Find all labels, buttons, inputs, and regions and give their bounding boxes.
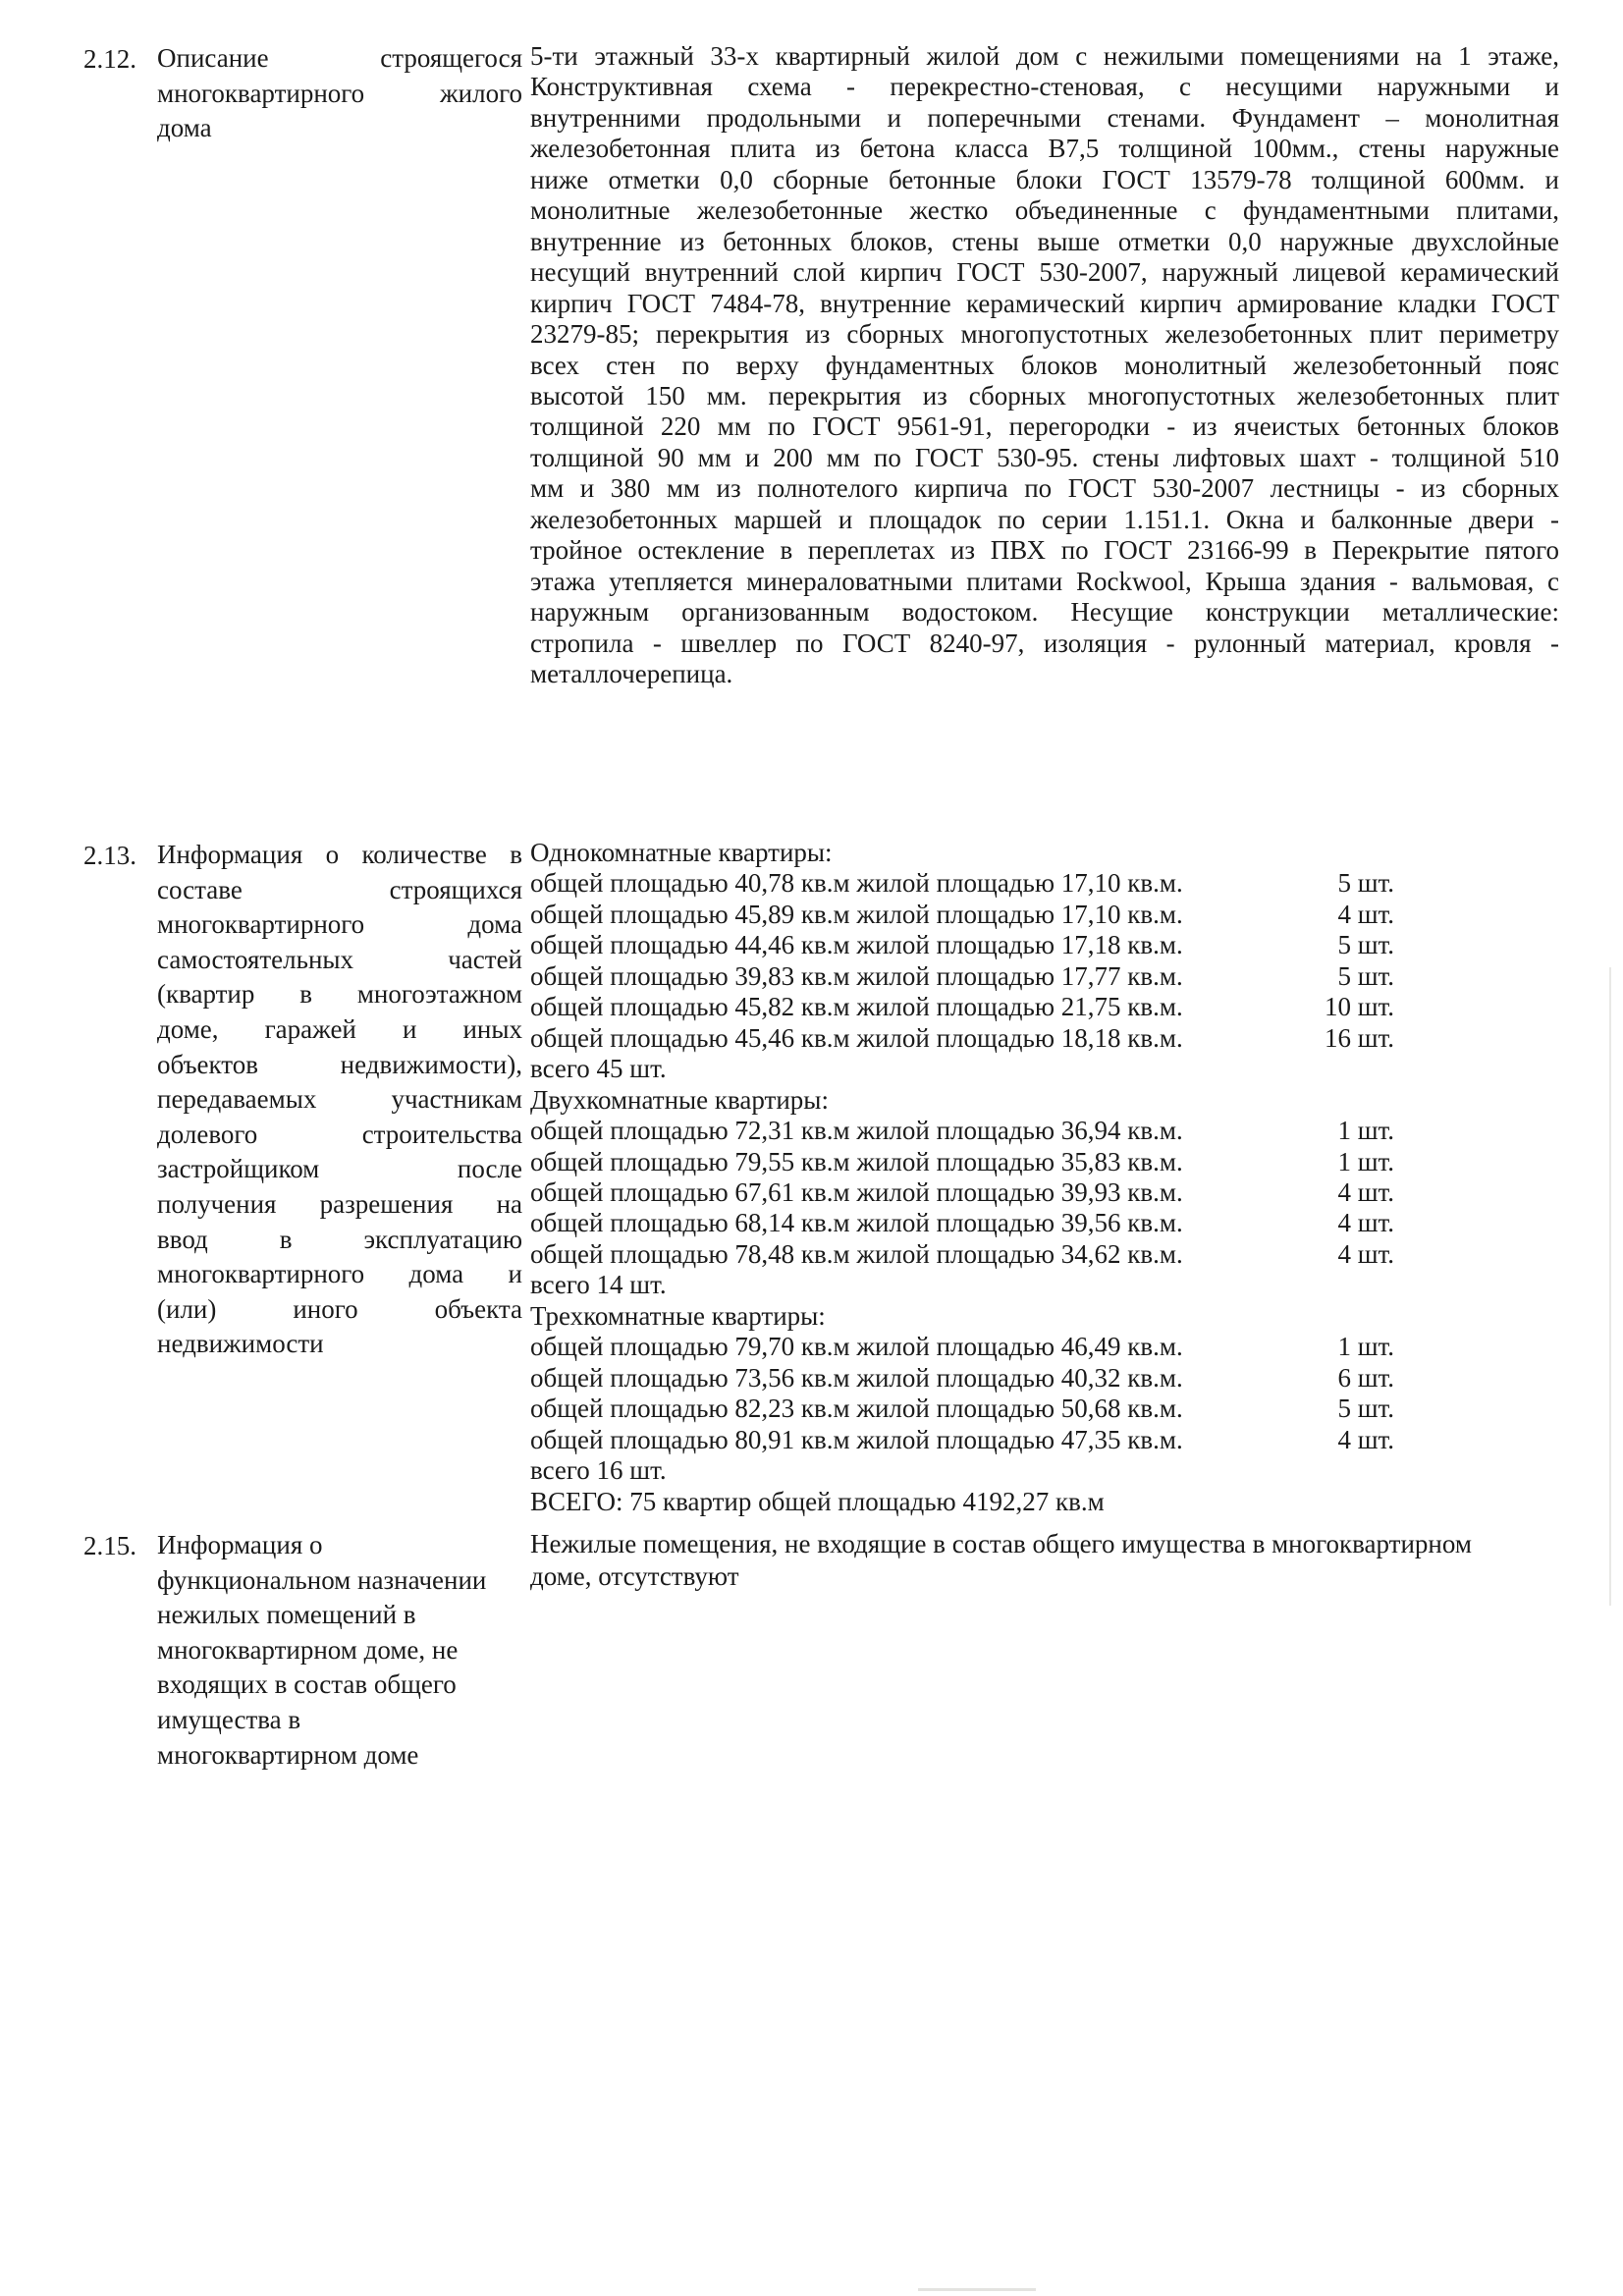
text-line: нежилых помещений в [157, 1600, 416, 1630]
apartment-count: 4 шт. [1337, 899, 1394, 929]
apartment-areas: общей площадью 67,61 кв.м жилой площадью 39,93 кв.м. [530, 1176, 1183, 1207]
text-line: внутренними продольными и поперечными стенами. Фундамент – монолитная [530, 102, 1559, 133]
text-line: всех стен по верху фундаментных блоков монолитный железобетонный пояс [530, 350, 1559, 380]
apartment-count: 10 шт. [1324, 992, 1394, 1022]
text-line: многоквартирном доме, не [157, 1634, 459, 1665]
text-line: передаваемых участникам [157, 1084, 522, 1115]
apartment-areas: общей площадью 78,48 кв.м жилой площадью 34,62 кв.м. [530, 1238, 1183, 1269]
apartment-row [530, 868, 1559, 899]
text-line: Нежилые помещения, не входящие в состав общего имущества в многоквартирном [530, 1529, 1472, 1558]
apartment-row [530, 1023, 1559, 1054]
group-title-three-room: Трехкомнатные квартиры: [530, 1300, 826, 1331]
apartment-count: 6 шт. [1337, 1362, 1394, 1393]
apartment-areas: общей площадью 45,46 кв.м жилой площадью 18,18 кв.м. [530, 1022, 1183, 1053]
text-line: функциональном назначении [157, 1564, 487, 1595]
text-line: многоквартирного дома [157, 909, 522, 940]
apartment-row [530, 930, 1559, 960]
apartment-row [530, 1394, 1559, 1424]
section-2-12-label [157, 41, 522, 146]
section-2-15-label [157, 1528, 522, 1773]
text-line: металлочерепица. [530, 659, 733, 689]
apartment-count: 1 шт. [1337, 1332, 1394, 1362]
text-line: ниже отметки 0,0 сборные бетонные блоки ГОСТ 13579-78 толщиной 600мм. и [530, 164, 1559, 194]
text-line: застройщиком после [157, 1154, 522, 1184]
text-line: внутренние из бетонных блоков, стены выше отметки 0,0 наружные двухслойные [530, 226, 1559, 256]
text-line: железобетонных маршей и площадок по серии 1.151.1. Окна и балконные двери - [530, 504, 1559, 534]
text-line: ввод в эксплуатацию [157, 1224, 522, 1254]
text-line: (квартир в многоэтажном [157, 979, 522, 1010]
text-line: Описание строящегося [157, 43, 522, 73]
apartment-row [530, 1116, 1559, 1146]
group-title-one-room: Однокомнатные квартиры: [530, 838, 833, 867]
text-line: дома [157, 113, 212, 143]
apartment-areas: общей площадью 40,78 кв.м жилой площадью 17,10 кв.м. [530, 868, 1183, 899]
apartment-row [530, 1425, 1559, 1455]
apartment-row [530, 1332, 1559, 1362]
text-line: долевого строительства [157, 1119, 522, 1149]
apartment-areas: общей площадью 79,55 кв.м жилой площадью 35,83 кв.м. [530, 1146, 1183, 1176]
apartment-areas: общей площадью 82,23 кв.м жилой площадью 50,68 кв.м. [530, 1394, 1183, 1424]
section-2-15-content [530, 1528, 1559, 1593]
section-2-12-number: 2.12. [83, 44, 136, 74]
apartment-count: 4 шт. [1337, 1176, 1394, 1207]
apartment-count: 5 шт. [1337, 930, 1394, 960]
apartment-areas: общей площадью 72,31 кв.м жилой площадью 36,94 кв.м. [530, 1116, 1183, 1146]
section-2-12-description [530, 41, 1559, 690]
text-line: кирпич ГОСТ 7484-78, внутренние керамический кирпич армирование кладки ГОСТ [530, 288, 1559, 318]
grand-total: ВСЕГО: 75 квартир общей площадью 4192,27 кв.м [530, 1486, 1105, 1516]
text-line: многоквартирном доме [157, 1739, 419, 1770]
group-total-one-room: всего 45 шт. [530, 1054, 667, 1084]
text-line: толщиной 90 мм и 200 мм по ГОСТ 530-95. стены лифтовых шахт - толщиной 510 [530, 442, 1559, 472]
text-line: высотой 150 мм. перекрытия из сборных многопустотных железобетонных плит [530, 380, 1559, 410]
apartment-row [530, 1208, 1559, 1238]
apartment-areas: общей площадью 73,56 кв.м жилой площадью 40,32 кв.м. [530, 1362, 1183, 1393]
apartment-areas: общей площадью 39,83 кв.м жилой площадью 17,77 кв.м. [530, 960, 1183, 991]
text-line: толщиной 220 мм по ГОСТ 9561-91, перегородки - из ячеистых бетонных блоков [530, 411, 1559, 442]
apartment-count: 4 шт. [1337, 1208, 1394, 1238]
text-line: Информация о количестве в [157, 840, 522, 869]
text-line: Конструктивная схема - перекрестно-стеновая, с несущими наружными и [530, 72, 1559, 102]
scan-artifact-line [1609, 967, 1611, 1606]
apartment-areas: общей площадью 80,91 кв.м жилой площадью 47,35 кв.м. [530, 1424, 1183, 1454]
apartment-count: 16 шт. [1324, 1022, 1394, 1053]
text-line: самостоятельных частей [157, 944, 522, 974]
apartment-areas: общей площадью 79,70 кв.м жилой площадью 46,49 кв.м. [530, 1332, 1183, 1362]
text-line: многоквартирного дома и [157, 1259, 522, 1289]
text-line: тройное остекление в переплетах из ПВХ по ГОСТ 23166-99 в Перекрытие пятого [530, 535, 1559, 566]
scan-artifact-line [918, 2288, 1036, 2291]
apartment-count: 4 шт. [1337, 1238, 1394, 1269]
text-line: доме, гаражей и иных [157, 1013, 522, 1044]
apartment-areas: общей площадью 68,14 кв.м жилой площадью 39,56 кв.м. [530, 1208, 1183, 1238]
apartment-count: 1 шт. [1337, 1146, 1394, 1176]
group-total-two-room: всего 14 шт. [530, 1270, 667, 1300]
apartment-count: 5 шт. [1337, 868, 1394, 899]
text-line: входящих в состав общего [157, 1669, 457, 1700]
text-line: этажа утепляется минераловатными плитами Rockwool, Крыша здания - вальмовая, с [530, 566, 1559, 596]
group-title-two-room: Двухкомнатные квартиры: [530, 1084, 829, 1115]
text-line: монолитные железобетонные жестко объединенные с фундаментными плитами, [530, 195, 1559, 226]
text-line: объектов недвижимости), [157, 1049, 522, 1079]
text-line: (или) иного объекта [157, 1293, 522, 1324]
apartment-row [530, 961, 1559, 992]
text-line: составе строящихся [157, 874, 522, 904]
group-total-three-room: всего 16 шт. [530, 1455, 667, 1486]
text-line: многоквартирного жилого [157, 78, 522, 108]
apartment-areas: общей площадью 44,46 кв.м жилой площадью 17,18 кв.м. [530, 930, 1183, 960]
apartment-areas: общей площадью 45,89 кв.м жилой площадью 17,10 кв.м. [530, 899, 1183, 929]
text-line: несущий внутренний слой кирпич ГОСТ 530-2007, наружный лицевой керамический [530, 257, 1559, 288]
text-line: имущества в [157, 1704, 301, 1734]
text-line: 5-ти этажный 33-х квартирный жилой дом с нежилыми помещениями на 1 этаже, [530, 41, 1559, 71]
apartment-row [530, 1177, 1559, 1208]
text-line: мм и 380 мм из полнотелого кирпича по ГОСТ 530-2007 лестницы - из сборных [530, 473, 1559, 504]
text-line: недвижимости [157, 1329, 324, 1359]
apartment-row [530, 992, 1559, 1022]
apartment-count: 5 шт. [1337, 960, 1394, 991]
section-2-13-label [157, 838, 522, 1362]
text-line: наружным организованным водостоком. Несущие конструкции металлические: [530, 597, 1559, 628]
section-2-13-apartments [530, 838, 1559, 1517]
apartment-count: 5 шт. [1337, 1394, 1394, 1424]
apartment-count: 4 шт. [1337, 1424, 1394, 1454]
text-line: Информация о [157, 1530, 323, 1559]
text-line: получения разрешения на [157, 1188, 522, 1219]
apartment-row [530, 1363, 1559, 1394]
text-line: стропила - швеллер по ГОСТ 8240-97, изоляция - рулонный материал, кровля - [530, 628, 1559, 658]
apartment-count: 1 шт. [1337, 1116, 1394, 1146]
section-2-13-number: 2.13. [83, 841, 136, 870]
text-line: железобетонная плита из бетона класса В7,5 толщиной 100мм., стены наружные [530, 134, 1559, 164]
apartment-row [530, 1239, 1559, 1270]
apartment-row [530, 1147, 1559, 1177]
apartment-row [530, 900, 1559, 930]
text-line: доме, отсутствуют [530, 1561, 739, 1591]
section-2-15-number: 2.15. [83, 1531, 136, 1560]
text-line: 23279-85; перекрытия из сборных многопустотных железобетонных плит периметру [530, 319, 1559, 350]
apartment-areas: общей площадью 45,82 кв.м жилой площадью 21,75 кв.м. [530, 992, 1183, 1022]
